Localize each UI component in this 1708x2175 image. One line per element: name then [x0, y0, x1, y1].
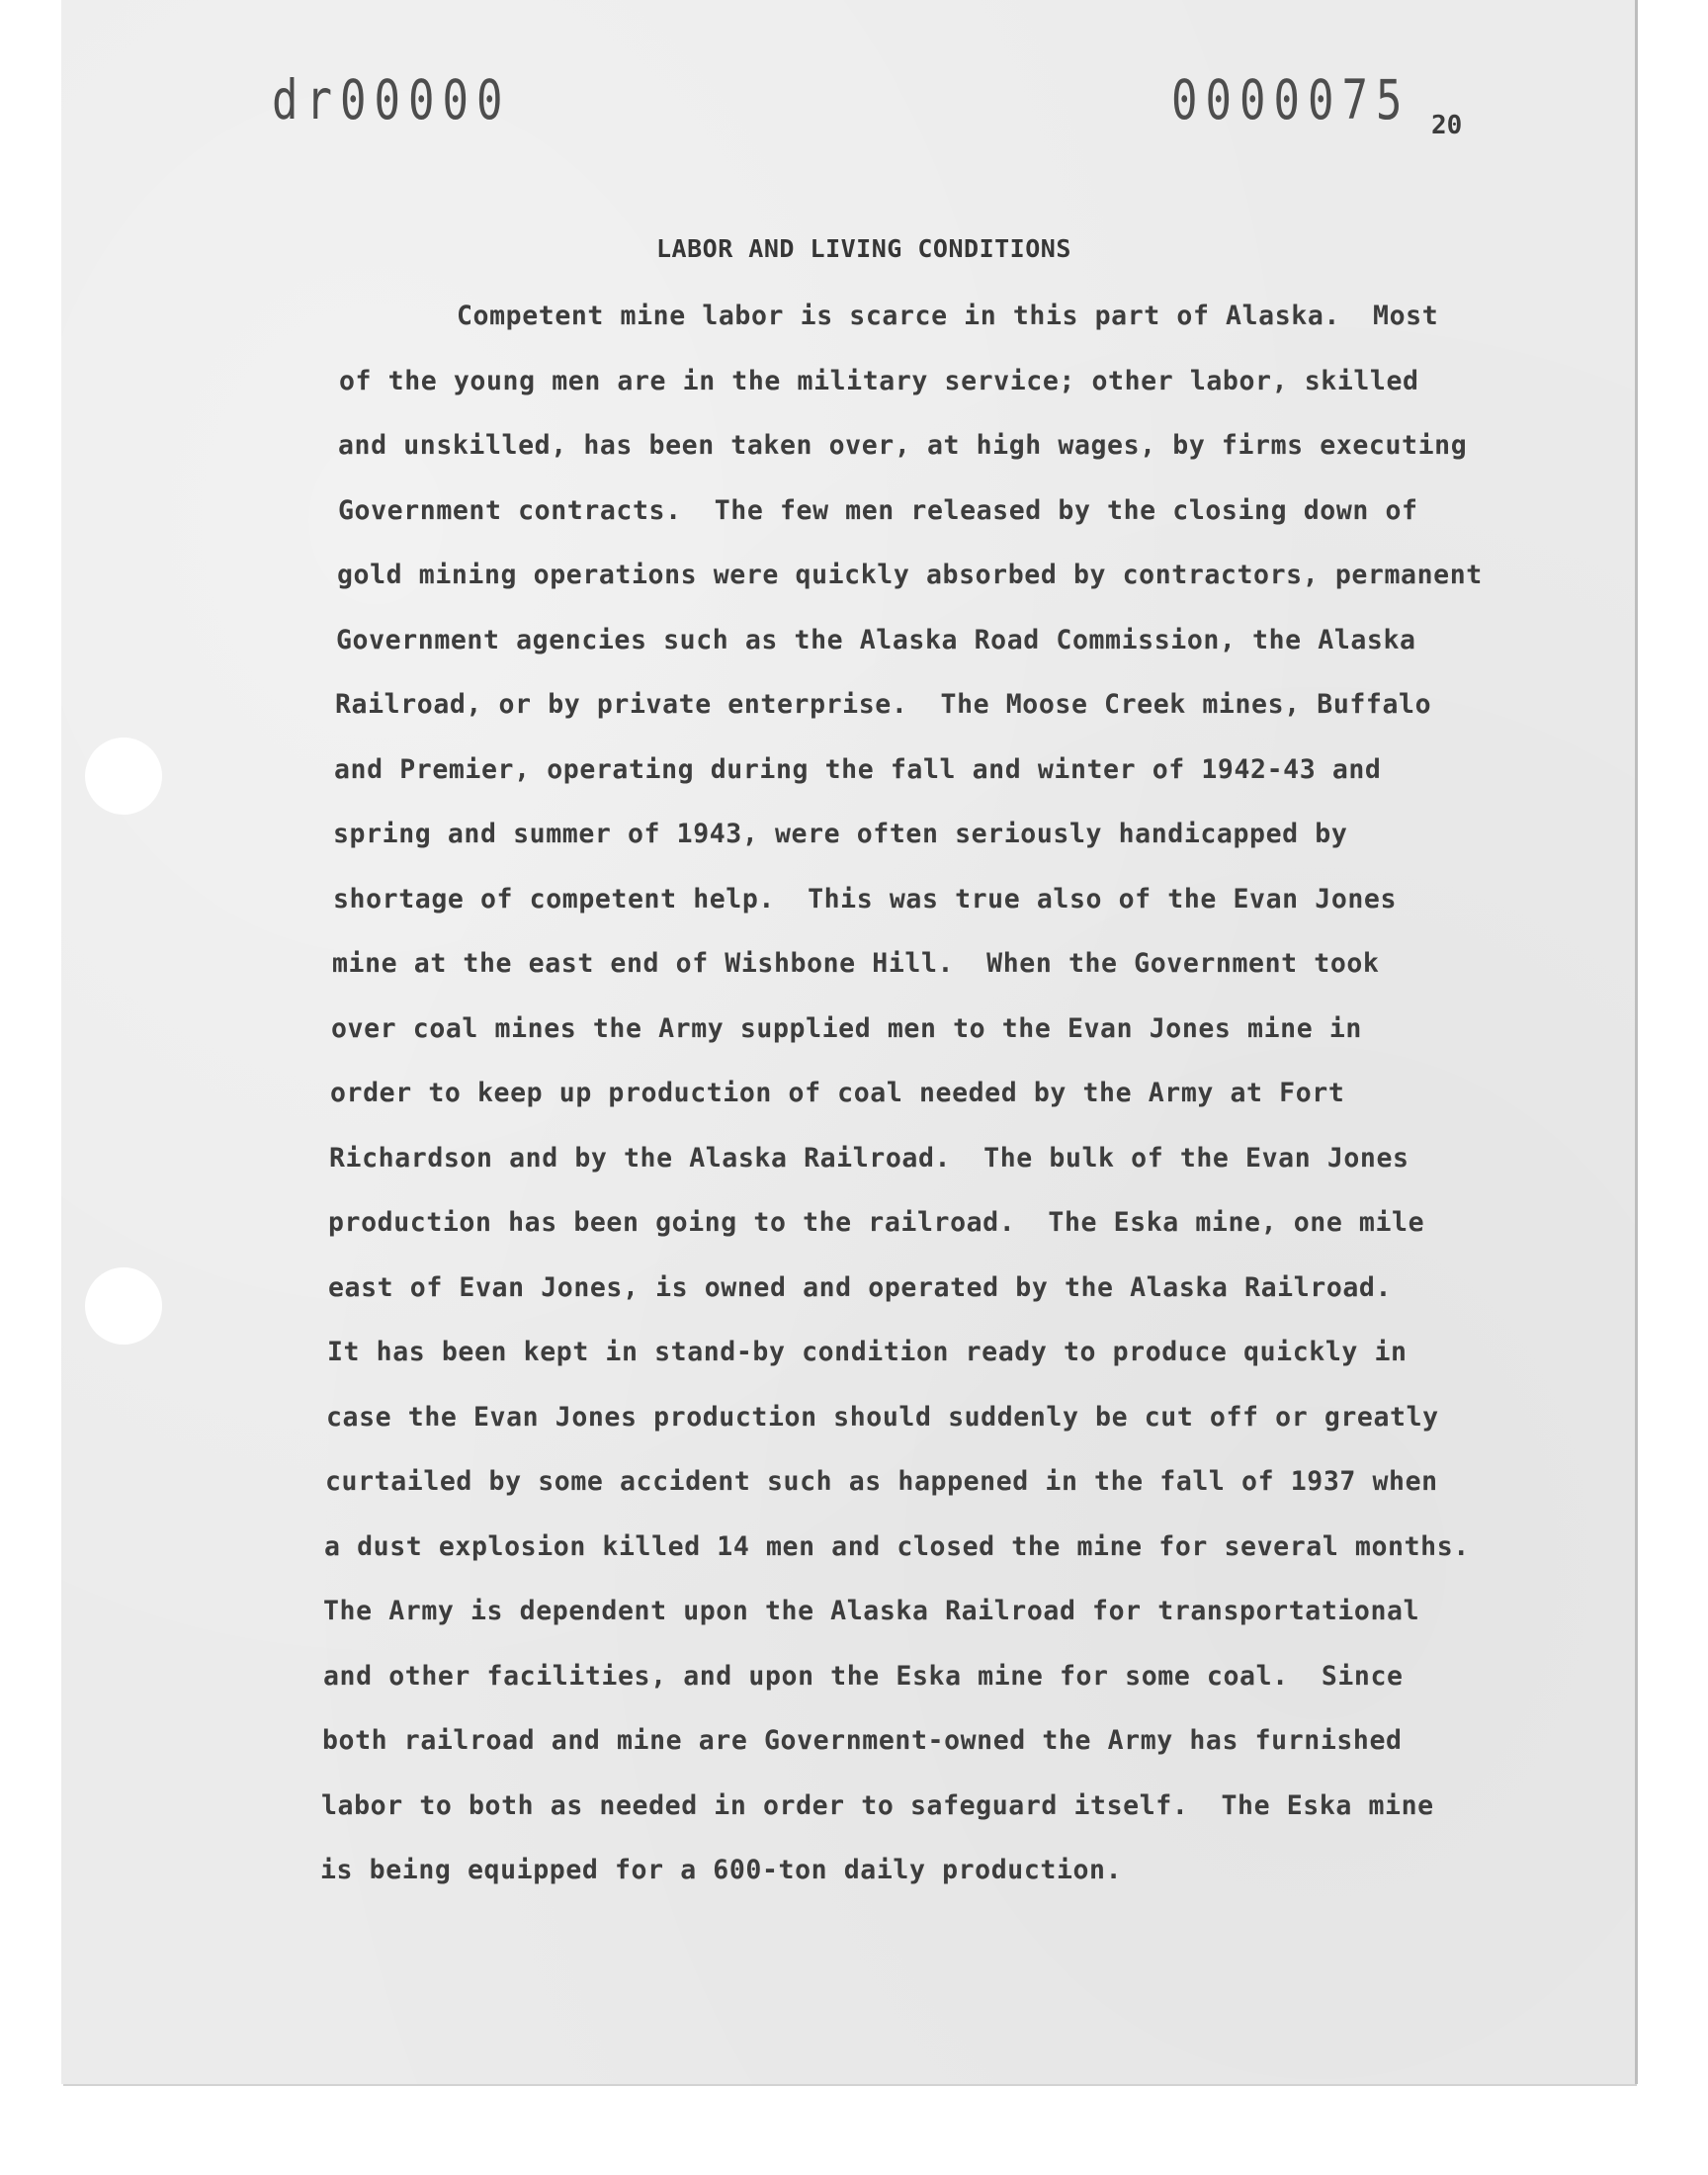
- text-line: both railroad and mine are Government-owned the Army has furnished: [322, 1725, 1403, 1756]
- text-line: spring and summer of 1943, were often seriously handicapped by: [333, 819, 1348, 849]
- text-line: Railroad, or by private enterprise. The Moose Creek mines, Buffalo: [335, 689, 1432, 720]
- text-line: order to keep up production of coal needed by the Army at Fort: [330, 1078, 1345, 1108]
- document-id-stamp-right: 0000075: [1171, 69, 1410, 132]
- text-line: is being equipped for a 600-ton daily production.: [320, 1855, 1123, 1885]
- text-line: east of Evan Jones, is owned and operated by the Alaska Railroad.: [328, 1272, 1393, 1303]
- text-line: The Army is dependent upon the Alaska Railroad for transportational: [323, 1596, 1420, 1626]
- text-line: curtailed by some accident such as happened in the fall of 1937 when: [325, 1466, 1438, 1497]
- document-id-stamp-left: dr00000: [272, 69, 511, 132]
- text-line: Government contracts. The few men released by the closing down of: [338, 495, 1418, 526]
- section-heading: LABOR AND LIVING CONDITIONS: [656, 234, 1071, 263]
- text-line: Government agencies such as the Alaska Road Commission, the Alaska: [336, 625, 1416, 655]
- text-line: case the Evan Jones production should suddenly be cut off or greatly: [326, 1402, 1439, 1433]
- text-line: a dust explosion killed 14 men and closed the mine for several months.: [324, 1531, 1470, 1562]
- page-number: 20: [1431, 111, 1463, 140]
- text-line: over coal mines the Army supplied men to the Evan Jones mine in: [331, 1013, 1362, 1044]
- text-line: It has been kept in stand-by condition ready to produce quickly in: [327, 1337, 1408, 1367]
- text-line: and other facilities, and upon the Eska mine for some coal. Since: [323, 1661, 1404, 1692]
- text-line: and Premier, operating during the fall and winter of 1942-43 and: [334, 754, 1382, 785]
- text-line: shortage of competent help. This was true also of the Evan Jones: [333, 884, 1398, 914]
- punch-hole-top: [85, 738, 162, 815]
- text-line: labor to both as needed in order to safeguard itself. The Eska mine: [321, 1790, 1434, 1821]
- page-edge: [1635, 0, 1638, 2084]
- text-line: Richardson and by the Alaska Railroad. The bulk of the Evan Jones: [329, 1143, 1409, 1174]
- text-line: mine at the east end of Wishbone Hill. When the Government took: [332, 948, 1380, 979]
- text-line: production has been going to the railroad. The Eska mine, one mile: [328, 1207, 1425, 1238]
- text-line: gold mining operations were quickly absorbed by contractors, permanent: [337, 560, 1483, 590]
- text-line: Competent mine labor is scarce in this part of Alaska. Most: [457, 301, 1439, 331]
- text-line: of the young men are in the military service; other labor, skilled: [339, 366, 1419, 396]
- text-line: and unskilled, has been taken over, at high wages, by firms executing: [338, 430, 1468, 461]
- punch-hole-bottom: [85, 1267, 162, 1345]
